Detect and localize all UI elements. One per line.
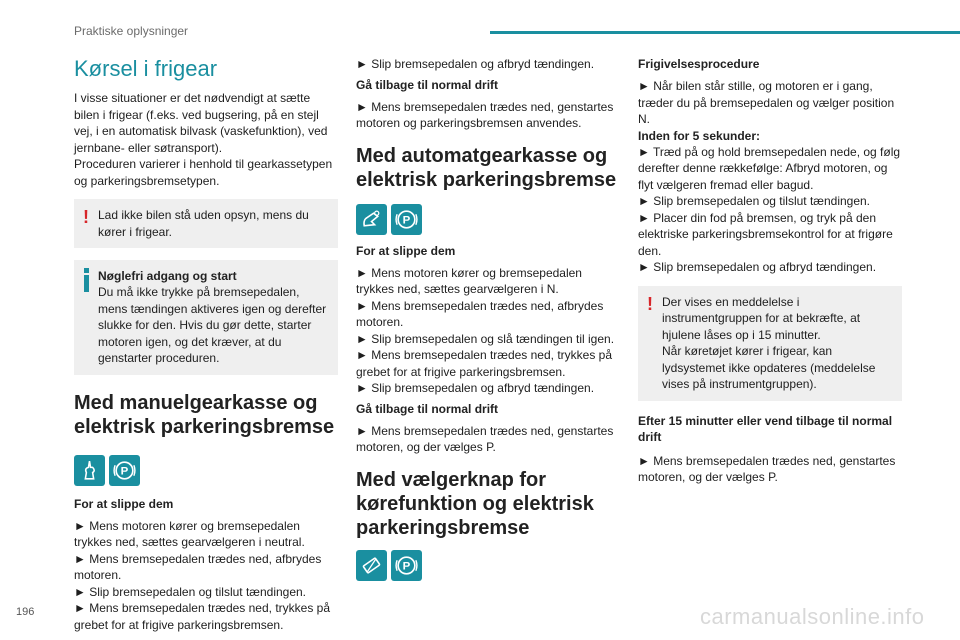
info-icon [84, 268, 90, 294]
warning-text: Der vises en meddelelse i instrumentgruppen for at bekræfte, at hjulene låses op i 15 minutter. [662, 294, 861, 342]
intro-text: I visse situationer er det nødvendigt at sætte bilen i frigear (f.eks. ved bugsering, på en stejl vej, i en automatisk bilvask (vaskefunktion), ved jernbane- eller søtransport). [74, 91, 328, 155]
info-title: Nøglefri adgang og start [98, 269, 237, 283]
selector-section-title: Med vælgerknap for kørefunktion og elektrisk parkeringsbremse [356, 468, 594, 539]
procedure-step: ► Slip bremsepedalen og afbryd tændingen. [638, 260, 877, 274]
parking-brake-icon [109, 455, 140, 486]
auto-release-heading: For at slippe dem [356, 243, 456, 258]
intro-text-2: Proceduren varierer i henhold til gearkassetypen og parkeringsbremsetypen. [74, 157, 333, 188]
page-title: Kørsel i frigear [74, 56, 218, 81]
svg-text:P: P [402, 214, 411, 227]
warning-icon: ! [647, 293, 653, 314]
return-heading: Gå tilbage til normal drift [356, 77, 499, 92]
svg-text:P: P [120, 465, 129, 478]
auto-step: ► Mens bremsepedalen trædes ned, afbrydes motoren. [356, 298, 604, 329]
manual-step: ► Slip bremsepedalen og tilslut tændingen. [74, 584, 307, 599]
drive-selector-icon [356, 550, 387, 581]
manual-section-title: Med manuelgearkasse og elektrisk parkeringsbremse [74, 391, 335, 438]
info-text: Du må ikke trykke på bremsepedalen, mens tændingen aktiveres igen og derefter slukke for den. Hvis du gør dette, starter motoren igen, og det kræver, at du genstarter proceduren. [98, 285, 327, 365]
warning-box-2 [638, 286, 902, 401]
auto-step: ► Mens bremsepedalen trædes ned, trykkes på grebet for at frigive parkeringsbremsen. [356, 348, 613, 379]
procedure-step: ► Slip bremsepedalen og tilslut tændingen. [638, 194, 871, 208]
manual-step: ► Mens motoren kører og bremsepedalen trykkes ned, sættes gearvælgeren i neutral. [74, 518, 305, 549]
parking-brake-icon [391, 550, 422, 581]
column-2 [356, 56, 622, 581]
auto-step: ► Slip bremsepedalen og afbryd tændingen. [356, 381, 595, 395]
warning-text: Lad ikke bilen stå uden opsyn, mens du kører i frigear. [98, 208, 309, 239]
watermark: carmanualsonline.info [700, 604, 925, 629]
auto-selector-icon [356, 204, 387, 235]
release-procedure-heading: Frigivelsesprocedure [638, 57, 760, 71]
procedure-step: ► Når bilen står stille, og motoren er i gang, træder du på bremsepedalen og vælger position N. [638, 79, 895, 126]
selector-icons [356, 550, 622, 581]
column-1 [74, 56, 338, 633]
info-box [74, 260, 338, 375]
return-text: ► Mens bremsepedalen trædes ned, genstartes motoren og parkeringsbremsen anvendes. [356, 99, 614, 130]
procedure-step: ► Træd på og hold bremsepedalen nede, og følg derefter denne rækkefølge: Afbryd motoren, og flyt vælgeren fremad eller bagud. [638, 144, 901, 192]
after-text: ► Mens bremsepedalen trædes ned, genstartes motoren, og der vælges P. [638, 453, 896, 484]
procedure-step: ► Placer din fod på bremsen, og tryk på den elektriske parkeringsbremsekontrol for at frigøre den. [638, 210, 893, 258]
auto-section-title: Med automatgearkasse og elektrisk parkeringsbremse [356, 144, 617, 191]
auto-step: ► Mens motoren kører og bremsepedalen trykkes ned, sættes gearvælgeren i N. [356, 265, 582, 296]
svg-text:P: P [402, 560, 411, 573]
return-text-2: ► Mens bremsepedalen trædes ned, genstartes motoren, og der vælges P. [356, 423, 614, 454]
manual-step: ► Mens bremsepedalen trædes ned, trykkes på grebet for at frigive parkeringsbremsen. [74, 601, 331, 632]
manual-step: ► Mens bremsepedalen trædes ned, afbrydes motoren. [74, 551, 322, 582]
header-accent-bar [490, 31, 960, 34]
column-3 [638, 56, 902, 486]
manual-release-heading: For at slippe dem [74, 496, 174, 511]
parking-brake-icon [391, 204, 422, 235]
warning-text-2: Når køretøjet kører i frigear, kan lydsystemet ikke opdateres (meddelelse vises på instrumentgruppen). [662, 344, 876, 391]
manual-step-final: ► Slip bremsepedalen og afbryd tændingen. [356, 57, 595, 71]
after-heading: Efter 15 minutter eller vend tilbage til normal drift [638, 413, 893, 444]
gear-lever-icon [74, 455, 105, 486]
warning-icon: ! [83, 207, 89, 227]
manual-icons [74, 455, 338, 486]
auto-step: ► Slip bremsepedalen og slå tændingen til igen. [356, 331, 615, 346]
auto-icons [356, 204, 622, 235]
warning-box [74, 199, 338, 248]
within-heading: Inden for 5 sekunder: [638, 128, 761, 143]
section-header: Praktiske oplysninger [74, 24, 189, 38]
return-heading-2: Gå tilbage til normal drift [356, 401, 499, 416]
page-number: 196 [16, 606, 35, 618]
